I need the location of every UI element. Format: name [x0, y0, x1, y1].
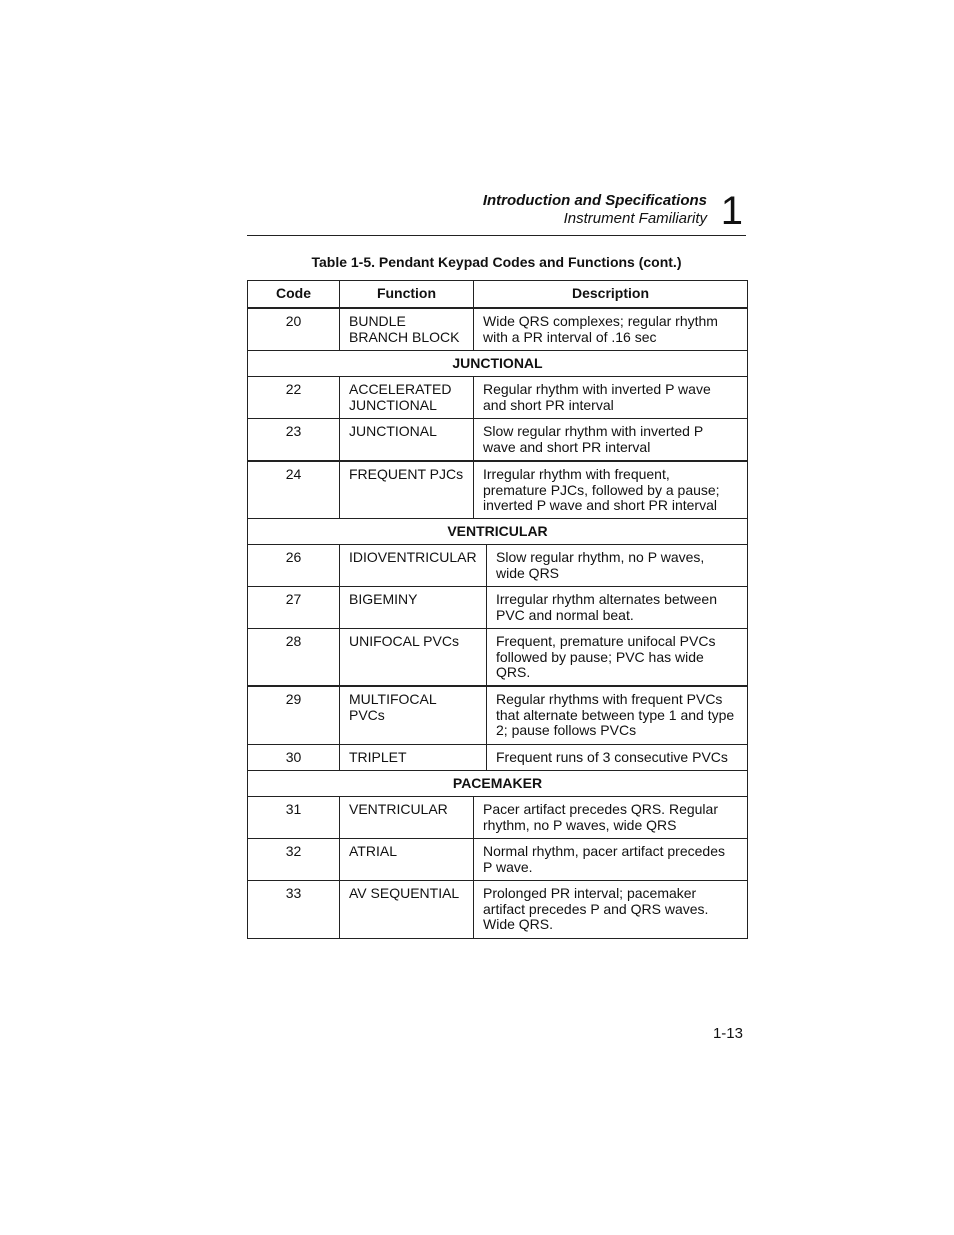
- table-row: [248, 419, 747, 462]
- table-row: [248, 587, 747, 629]
- description-cell: Regular rhythm with inverted P wave and short PR interval: [483, 381, 711, 413]
- table-row: [248, 545, 747, 587]
- section-ventricular: VENTRICULAR: [248, 519, 747, 545]
- function-cell: FREQUENT PJCs: [340, 462, 474, 518]
- chapter-number: 1: [720, 189, 743, 233]
- code-cell: 32: [248, 839, 340, 880]
- function-cell: AV SEQUENTIAL: [340, 881, 474, 938]
- code-cell: 30: [248, 745, 340, 770]
- header-function: Function: [340, 281, 474, 307]
- section-junctional: JUNCTIONAL: [248, 351, 747, 377]
- code-cell: 20: [248, 309, 340, 350]
- code-cell: 23: [248, 419, 340, 460]
- table-row: [248, 839, 747, 881]
- function-cell: ATRIAL: [340, 839, 474, 880]
- header-text: [483, 192, 707, 228]
- description-cell: Slow regular rhythm with inverted P wave and short PR interval: [483, 423, 704, 455]
- description-cell: Irregular rhythm alternates between PVC and normal beat.: [496, 591, 717, 623]
- header-description: Description: [571, 285, 649, 301]
- description-cell: Prolonged PR interval; pacemaker artifact precedes P and QRS waves. Wide QRS.: [483, 885, 709, 932]
- function-cell: VENTRICULAR: [340, 797, 474, 838]
- code-cell: 26: [248, 545, 340, 586]
- function-cell: BUNDLE BRANCH BLOCK: [340, 309, 474, 350]
- table-row: [248, 881, 747, 939]
- description-cell: Wide QRS complexes; regular rhythm with a PR interval of .16 sec: [483, 313, 718, 345]
- keypad-codes-table: [247, 280, 748, 939]
- function-cell: ACCELERATED JUNCTIONAL: [340, 377, 474, 418]
- table-row: [248, 309, 747, 351]
- code-cell: 28: [248, 629, 340, 685]
- running-header: [247, 190, 746, 236]
- section-title: Instrument Familiarity: [563, 210, 707, 227]
- table-caption: Table 1-5. Pendant Keypad Codes and Functions (cont.): [311, 254, 682, 270]
- function-cell: MULTIFOCAL PVCs: [340, 687, 487, 744]
- section-pacemaker: PACEMAKER: [248, 771, 747, 797]
- description-cell: Pacer artifact precedes QRS. Regular rhythm, no P waves, wide QRS: [483, 801, 718, 833]
- code-cell: 22: [248, 377, 340, 418]
- code-cell: 33: [248, 881, 340, 938]
- description-cell: Slow regular rhythm, no P waves, wide QRS: [496, 549, 705, 581]
- description-cell: Normal rhythm, pacer artifact precedes P wave.: [483, 843, 725, 875]
- function-cell: IDIOVENTRICULAR: [340, 545, 487, 586]
- description-cell: Irregular rhythm with frequent, premature PJCs, followed by a pause; inverted P wave and short PR interval: [483, 466, 720, 513]
- table-row: [248, 629, 747, 687]
- function-cell: JUNCTIONAL: [340, 419, 474, 460]
- header-code: Code: [248, 281, 340, 307]
- code-cell: 27: [248, 587, 340, 628]
- chapter-title: Introduction and Specifications: [482, 192, 707, 209]
- function-cell: BIGEMINY: [340, 587, 487, 628]
- table-row: [248, 687, 747, 745]
- function-cell: UNIFOCAL PVCs: [340, 629, 487, 685]
- description-cell: Frequent, premature unifocal PVCs followed by pause; PVC has wide QRS.: [496, 633, 716, 680]
- table-row: [248, 745, 747, 771]
- code-cell: 29: [248, 687, 340, 744]
- description-cell: Frequent runs of 3 consecutive PVCs: [496, 749, 728, 765]
- table-header-row: [248, 281, 747, 309]
- code-cell: 24: [248, 462, 340, 518]
- table-row: [248, 797, 747, 839]
- function-cell: TRIPLET: [340, 745, 487, 770]
- page-number: 1-13: [712, 1025, 743, 1042]
- description-cell: Regular rhythms with frequent PVCs that alternate between type 1 and type 2; pause follows PVCs: [496, 691, 735, 738]
- code-cell: 31: [248, 797, 340, 838]
- table-row: [248, 377, 747, 419]
- table-row: [248, 462, 747, 519]
